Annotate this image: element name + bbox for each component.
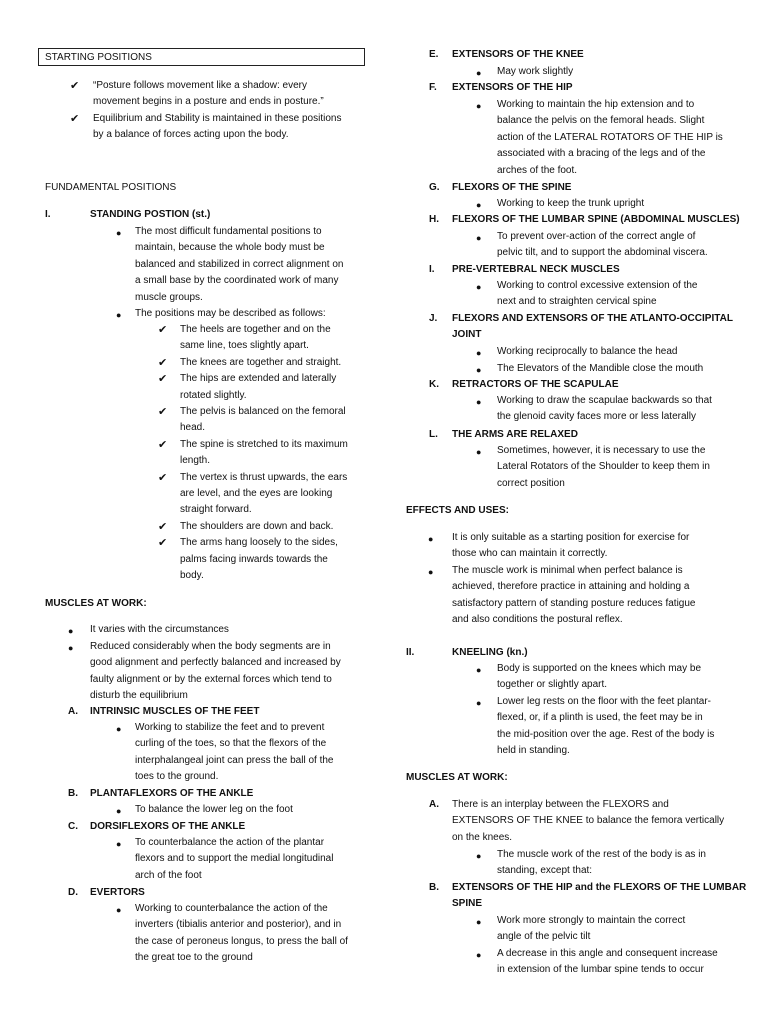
section-text: Working to counterbalance the action of the inverters (tibialis anterior and posterior), and in the case of peroneus longus, to press the ball of the great toe to the ground	[135, 903, 348, 964]
section-title: INTRINSIC MUSCLES OF THE FEET	[90, 706, 260, 717]
checklist-item: ✔ The arms hang loosely to the sides, palms facing inwards towards the body.	[158, 537, 338, 582]
section-letter: F.	[429, 82, 437, 93]
muscles-at-work-heading: MUSCLES AT WORK:	[45, 598, 147, 609]
section-text: A decrease in this angle and consequent increase in extension of the lumbar spine tends to occur	[497, 948, 718, 976]
quote-paragraph: “Posture follows movement like a shadow: every movement begins in a posture and ends in posture.”	[93, 80, 324, 108]
checklist-item: ✔ The shoulders are down and back.	[158, 519, 378, 535]
muscles-bullet: It varies with the circumstances	[90, 624, 229, 635]
section-text: Working to stabilize the feet and to prevent curling of the toes, so that the flexors of the interphalangeal joint can press the ball of the toes to the ground.	[135, 722, 334, 783]
kneeling-title: KNEELING (kn.)	[452, 647, 528, 658]
effects-bullet: The muscle work is minimal when perfect balance is achieved, therefore practice in attaining and holding a satisfactory pattern of standing posture reduces fatigue and also conditions the postural reflex.	[452, 565, 696, 626]
checklist-item: ✔ The vertex is thrust upwards, the ears are level, and the eyes are looking straight forward.	[158, 471, 348, 516]
bullet-icon: ●	[428, 567, 434, 577]
checkmark-icon: ✔	[158, 438, 168, 451]
bullet-icon: ●	[476, 200, 482, 210]
bullet-icon: ●	[476, 397, 482, 407]
checkmark-icon: ✔	[158, 324, 168, 336]
bullet-icon: ●	[476, 447, 482, 457]
bullet-icon: ●	[116, 724, 122, 734]
effects-bullet: It is only suitable as a starting position for exercise for those who can maintain it correctly.	[452, 532, 690, 560]
equilibrium-paragraph: Equilibrium and Stability is maintained in these positions by a balance of forces acting upon the body.	[93, 113, 342, 141]
bullet-icon: ●	[428, 534, 434, 544]
section-letter: E.	[429, 49, 439, 60]
standing-checklist	[158, 322, 378, 585]
section-letter: I.	[429, 264, 435, 275]
section-letter: A.	[68, 706, 78, 717]
section-title: PLANTAFLEXORS OF THE ANKLE	[90, 788, 254, 799]
section-title: EVERTORS	[90, 887, 145, 898]
bullet-icon: ●	[116, 839, 122, 849]
section-letter: J.	[429, 313, 438, 324]
starting-positions-heading: STARTING POSITIONS	[45, 52, 152, 63]
bullet-icon: ●	[476, 348, 482, 358]
muscles-at-work-heading: MUSCLES AT WORK:	[406, 772, 508, 783]
bullet-icon: ●	[116, 905, 122, 915]
checkmark-icon: ✔	[158, 471, 168, 484]
section-title: THE ARMS ARE RELAXED	[452, 429, 578, 440]
section-text: Working to keep the trunk upright	[497, 198, 645, 209]
standing-description: The most difficult fundamental positions to maintain, because the whole body must be balanced and stabilized in correct alignment on a small base by the coordinated work of many muscle groups.	[135, 226, 344, 303]
section-text: Working to draw the scapulae backwards so that the glenoid cavity faces more or less laterally	[497, 395, 712, 423]
section-title: PRE-VERTEBRAL NECK MUSCLES	[452, 264, 620, 275]
checklist-item: ✔ The pelvis is balanced on the femoral head.	[158, 406, 346, 434]
checklist-item: ✔ The spine is stretched to its maximum length.	[158, 438, 348, 467]
section-text: To prevent over-action of the correct angle of pelvic tilt, and to support the abdominal viscera.	[497, 231, 708, 259]
checkmark-icon: ✔	[158, 373, 168, 386]
effects-heading: EFFECTS AND USES:	[406, 505, 509, 516]
bullet-icon: ●	[476, 698, 482, 708]
section-text: Sometimes, however, it is necessary to use the Lateral Rotators of the Shoulder to keep them in correct position	[497, 445, 710, 489]
section-letter: G.	[429, 182, 440, 193]
bullet-icon: ●	[476, 665, 482, 675]
section-title: EXTENSORS OF THE HIP	[452, 82, 573, 93]
interplay-paragraph: There is an interplay between the FLEXORS and EXTENSORS OF THE KNEE to balance the femora vertically on the knees.	[452, 799, 725, 843]
muscles-bullet: Reduced considerably when the body segments are in good alignment and perfectly balanced and increased by faulty alignment or by the external forces which tend to disturb the equilibrium	[90, 641, 341, 702]
bullet-icon: ●	[476, 101, 482, 111]
checkmark-icon: ✔	[70, 113, 80, 125]
bullet-icon: ●	[476, 282, 482, 292]
section-number: I.	[45, 209, 51, 220]
section-letter: D.	[68, 887, 78, 898]
section-text: Work more strongly to maintain the correct angle of the pelvic tilt	[497, 915, 686, 943]
section-title: FLEXORS OF THE LUMBAR SPINE (ABDOMINAL MUSCLES)	[452, 214, 740, 225]
bullet-icon: ●	[476, 233, 482, 243]
kneeling-bullet: Lower leg rests on the floor with the feet plantar- flexed, or, if a plinth is used, the feet may be in the mid-position over the age. Rest of the body is held in standing.	[497, 696, 715, 757]
section-title: FLEXORS AND EXTENSORS OF THE ATLANTO-OCCIPITAL JOINT	[452, 313, 733, 341]
bullet-icon: ●	[68, 626, 74, 636]
checkmark-icon: ✔	[158, 537, 168, 550]
bullet-icon: ●	[68, 643, 74, 653]
section-title: DORSIFLEXORS OF THE ANKLE	[90, 821, 246, 832]
section-text: To counterbalance the action of the plantar flexors and to support the medial longitudinal arch of the foot	[135, 837, 334, 881]
bullet-icon: ●	[476, 950, 482, 960]
section-text: The Elevators of the Mandible close the mouth	[497, 363, 704, 374]
section-title: RETRACTORS OF THE SCAPULAE	[452, 379, 619, 390]
bullet-icon: ●	[116, 228, 122, 238]
section-letter: K.	[429, 379, 439, 390]
checklist-item: ✔ The knees are together and straight.	[158, 355, 378, 371]
checkmark-icon: ✔	[158, 406, 168, 419]
section-number: II.	[406, 647, 415, 658]
section-letter: H.	[429, 214, 439, 225]
section-text: Working reciprocally to balance the head	[497, 346, 678, 357]
section-title: FLEXORS OF THE SPINE	[452, 182, 572, 193]
section-text: Working to control excessive extension of the next and to straighten cervical spine	[497, 280, 698, 308]
section-letter: B.	[68, 788, 78, 799]
bullet-icon: ●	[476, 917, 482, 927]
checklist-item: ✔ The heels are together and on the same line, toes slightly apart.	[158, 324, 331, 352]
section-text: To balance the lower leg on the foot	[135, 804, 293, 815]
bullet-icon: ●	[116, 310, 122, 320]
bullet-icon: ●	[476, 68, 482, 78]
section-letter: C.	[68, 821, 78, 832]
positions-intro: The positions may be described as follows:	[135, 308, 326, 319]
section-title: EXTENSORS OF THE HIP and the FLEXORS OF THE LUMBAR SPINE	[452, 882, 747, 910]
starting-positions-heading-box	[38, 48, 365, 66]
standing-position-title: STANDING POSTION (st.)	[90, 209, 211, 220]
fundamental-positions-heading: FUNDAMENTAL POSITIONS	[45, 182, 177, 193]
section-text: Working to maintain the hip extension and to balance the pelvis on the femoral heads. Slight action of the LATERAL ROTATORS OF THE HIP is associated with a bracing of the legs and of the arches of the foot.	[497, 99, 723, 176]
section-letter: L.	[429, 429, 438, 440]
kneeling-bullet: Body is supported on the knees which may be together or slightly apart.	[497, 663, 702, 691]
section-text: The muscle work of the rest of the body is as in standing, except that:	[497, 849, 706, 877]
section-letter: B.	[429, 882, 439, 893]
bullet-icon: ●	[476, 851, 482, 861]
section-title: EXTENSORS OF THE KNEE	[452, 49, 584, 60]
checkmark-icon: ✔	[158, 356, 168, 369]
bullet-icon: ●	[476, 365, 482, 375]
checkmark-icon: ✔	[158, 520, 168, 533]
checkmark-icon: ✔	[70, 80, 80, 92]
section-letter: A.	[429, 799, 439, 810]
bullet-icon: ●	[116, 806, 122, 816]
checklist-item: ✔ The hips are extended and laterally rotated slightly.	[158, 373, 337, 401]
section-text: May work slightly	[497, 66, 574, 77]
